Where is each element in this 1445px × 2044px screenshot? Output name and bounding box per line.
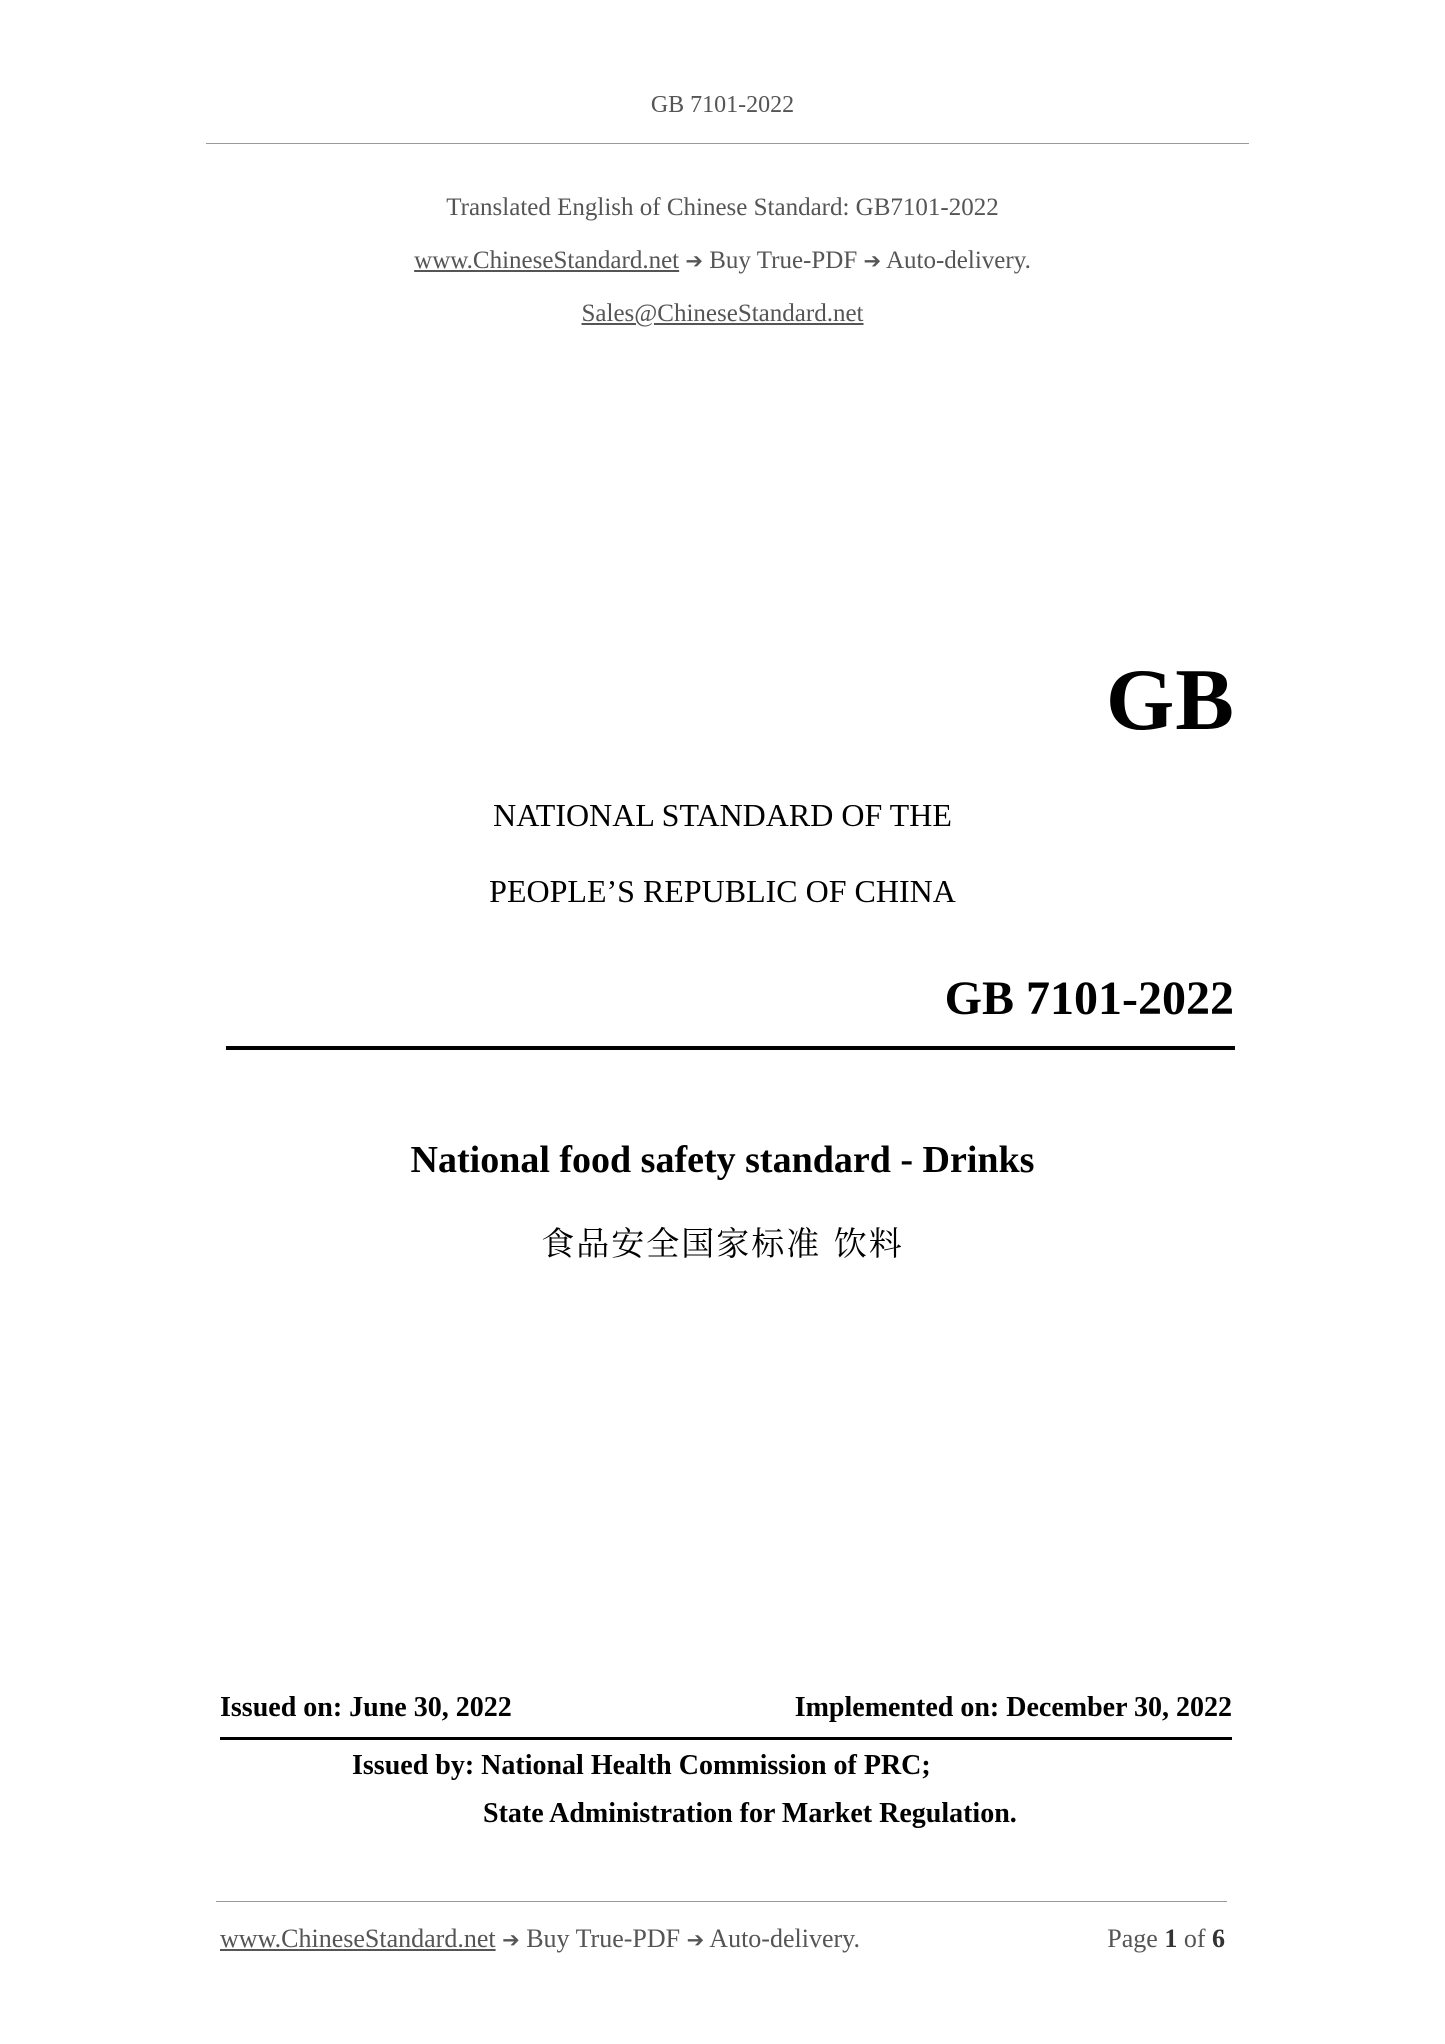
national-standard-heading-line2: PEOPLE’S REPUBLIC OF CHINA [489,873,956,909]
page-number [1107,1924,1225,1954]
document-title: National food safety standard - Drinks [410,1139,1035,1181]
right-arrow-icon: ➔ [863,249,882,273]
page-total: 6 [1212,1924,1225,1953]
email-line [0,300,1445,328]
auto-delivery-text: Auto-delivery. [885,247,1031,274]
sales-email-link[interactable]: Sales@ChineseStandard.net [581,300,864,327]
running-header: GB 7101-2022 [650,92,795,118]
implemented-on-date: Implemented on: December 30, 2022 [794,1692,1232,1723]
right-arrow-icon: ➔ [502,1928,520,1952]
issued-by-line-2: State Administration for Market Regulation. [483,1798,1017,1829]
footer-site-link[interactable]: www.ChineseStandard.net [220,1924,496,1953]
document-title-chinese: 食品安全国家标准 饮料 [541,1224,904,1263]
title-divider [226,1046,1235,1050]
footer-purchase-notice [220,1924,860,1954]
site-link[interactable]: www.ChineseStandard.net [414,247,680,274]
footer-delivery-text: Auto-delivery. [709,1924,860,1953]
issued-by-line: Issued by: National Health Commission of PRC; [352,1750,931,1781]
standard-number: GB 7101-2022 [944,972,1234,1025]
footer-buy-text: Buy True-PDF [526,1924,681,1953]
footer-divider [216,1901,1227,1902]
page-current: 1 [1164,1924,1178,1953]
right-arrow-icon: ➔ [685,249,703,273]
issue-divider [220,1737,1232,1740]
translation-notice: Translated English of Chinese Standard: GB7101-2022 [446,194,999,221]
issued-on-date: Issued on: June 30, 2022 [220,1692,512,1723]
page-word: Page [1107,1924,1158,1953]
right-arrow-icon: ➔ [686,1928,705,1952]
header-divider [206,143,1249,144]
page-of-word: of [1183,1924,1206,1953]
gb-mark: GB [1105,652,1235,749]
purchase-notice [0,247,1445,275]
national-standard-heading: NATIONAL STANDARD OF THE [493,797,952,833]
buy-true-pdf-text: Buy True-PDF [709,247,858,274]
